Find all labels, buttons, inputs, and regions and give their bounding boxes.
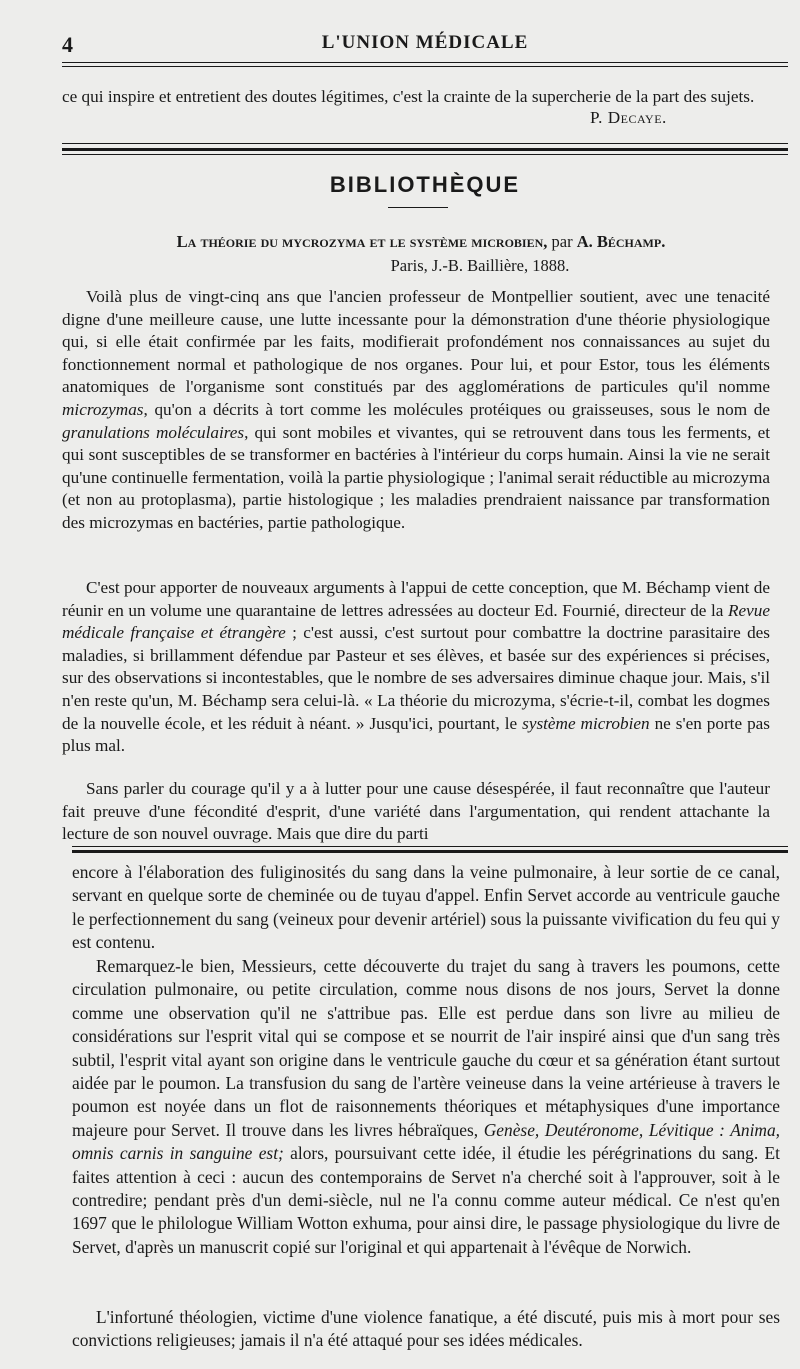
title-underline <box>388 207 448 208</box>
feuilleton-paragraph-3 <box>72 1306 780 1353</box>
book-title: La théorie du mycrozyma et le système microbien, <box>176 232 548 251</box>
feuilleton-p3-text: L'infortuné théologien, victime d'une violence fanatique, a été discuté, puis mis à mort pour ses convictions religieuses; jamais il n'a été attaqué pour ses idées médicales. <box>72 1307 780 1351</box>
review-p1-text-c: , qui sont mobiles et vivantes, qui se retrouvent dans tous les ferments, et qui sont susceptibles de se transformer en bactéries à l'intérieur du corps humain. Ainsi la vie ne serait qu'une continuelle fermentation, voilà la partie physiologique ; l'animal serait réductible au microzyma (et non au protoplasma), partie histologique ; les maladies prendraient naissance par transformation des microzymas en bactéries, partie pathologique. <box>62 422 770 532</box>
feuilleton-paragraph-1 <box>72 861 780 955</box>
review-p2-term-systeme: système microbien <box>522 713 650 733</box>
review-paragraph-2 <box>62 577 770 758</box>
feuilleton-p1-text: encore à l'élaboration des fuliginosités du sang dans la veine pulmonaire, à leur sortie de ce canal, servant en quelque sorte de cheminée ou de tuyau d'appel. Enfin Servet accorde au ventricule gauche le perfectionnement du sang (veineux pour devenir artériel) sous la puissante vivification du feu qui y est contenu. <box>72 862 780 953</box>
review-p1-text-b: , qu'on a décrits à tort comme les molécules protéiques ou graisseuses, sous le nom de <box>143 399 770 419</box>
review-p1-text-a: Voilà plus de vingt-cinq ans que l'ancien professeur de Montpellier soutient, avec une tenacité digne d'une meilleure cause, une lutte incessante pour la démonstration d'une théorie physiologique qui, si elle était confirmée par les faits, modifierait profondément nos connaissances au sujet du fonctionnement normal et pathologique de nos organes. Pour lui, et pour Estor, tous les éléments anatomiques de l'organisme sont constitués par des agglomérations de particules qu'il nomme <box>62 287 770 397</box>
feuilleton-p2-text-b: alors, poursuivant cette idée, il étudie les pérégrinations du sang. Et faites attention à ceci : aucun des contemporains de Servet n'a cherché soit à l'approuver, soit à le contredire; pendant près d'un demi-siècle, nul ne l'a connu comme auteur médical. Ce n'est qu'en 1697 que le philologue William Wotton exhuma, pour ainsi dire, le passage physiologique du livre de Servet, d'après un manuscrit copié sur l'original et qui appartenait à l'évêque de Norwich. <box>72 1143 780 1257</box>
author-signature: P. Decaye. <box>590 108 667 127</box>
section-rule-bottom <box>62 154 788 155</box>
review-p2-text-b: ; c'est aussi, c'est surtout pour combattre la doctrine parasitaire des maladies, si brillamment défendue par Pasteur et ses élèves, et basée sur des expériences si précises, sur des observations si incontestables, que le nombre de ses adversaires diminue chaque jour. Mais, s'il n'en reste qu'un, M. Béchamp sera celui-là. « La théorie du microzyma, s'écrie-t-il, combat les dogmes de la nouvelle école, et les réduit à néant. » Jusqu'ici, pourtant, le <box>62 623 771 733</box>
feuilleton-p2-hebrew-books: Genèse, Deutéronome, Lévitique : Anima, omnis carnis in sanguine est; <box>72 1119 781 1164</box>
feuilleton-rule-thick <box>72 850 788 853</box>
feuilleton-rule-top <box>72 846 788 847</box>
header-rule-2 <box>62 66 788 67</box>
feuilleton-paragraph-2 <box>72 955 780 1259</box>
review-p3-text: Sans parler du courage qu'il y a à lutter pour une cause désespérée, il faut reconnaître que l'auteur fait preuve d'une fécondité d'esprit, d'une variété dans l'argumentation, qui rendent attachante la lecture de son nouvel ouvrage. Mais que dire du parti <box>62 779 770 844</box>
book-publisher-line <box>160 256 800 276</box>
review-p1-term-granulations: granulations moléculaires <box>62 422 245 442</box>
book-publisher: Paris, J.-B. Baillière, 1888. <box>390 256 570 275</box>
header-rule <box>62 62 788 63</box>
feuilleton-p2-text-a: Remarquez-le bien, Messieurs, cette découverte du trajet du sang à travers les poumons, cette circulation pulmonaire, ou petite circulation, comme nous disons de nos jours, Servet la donne comme une observation qu'il ne s'attribue pas. Elle est perdue dans son livre au milieu de considérations sur l'esprit vital qui se compose et se nourrit de l'air inspiré ainsi que d'un sang très subtil, l'esprit vital ayant son origine dans le ventricule gauche du cœur et sa génération étant surtout aidée par le poumon. La transfusion du sang de l'artère veineuse dans la veine artérieuse à travers le poumon est noyée dans un flot de raisonnements théoriques et métaphysiques d'une importance majeure pour Servet. Il trouve dans les livres hébraïques, <box>72 956 780 1140</box>
signature-block <box>590 108 667 128</box>
intro-paragraph <box>62 86 770 109</box>
page-number: 4 <box>62 32 73 57</box>
page-header <box>62 26 788 58</box>
section-rule-top <box>62 143 788 144</box>
review-paragraph-3 <box>62 778 770 846</box>
review-p2-journal-title: Revue médicale française et étrangère <box>62 600 770 643</box>
book-reference <box>62 232 780 252</box>
review-p2-text-c: ne s'en porte pas plus mal. <box>62 713 770 756</box>
book-author: A. Béchamp. <box>576 232 666 251</box>
running-title: L'UNION MÉDICALE <box>321 32 529 53</box>
review-paragraph-1 <box>62 286 770 535</box>
review-p1-term-microzymas: microzymas <box>62 399 144 419</box>
intro-text: ce qui inspire et entretient des doutes légitimes, c'est la crainte de la supercherie de la part des sujets. <box>62 87 755 106</box>
book-by: par <box>547 232 577 251</box>
section-title: BIBLIOTHÈQUE <box>329 172 521 197</box>
review-p2-text-a: C'est pour apporter de nouveaux arguments à l'appui de cette conception, que M. Béchamp vient de réunir en un volume une quarantaine de lettres adressées au docteur Ed. Fournié, directeur de la <box>62 578 770 620</box>
section-rule-thick <box>62 148 788 151</box>
